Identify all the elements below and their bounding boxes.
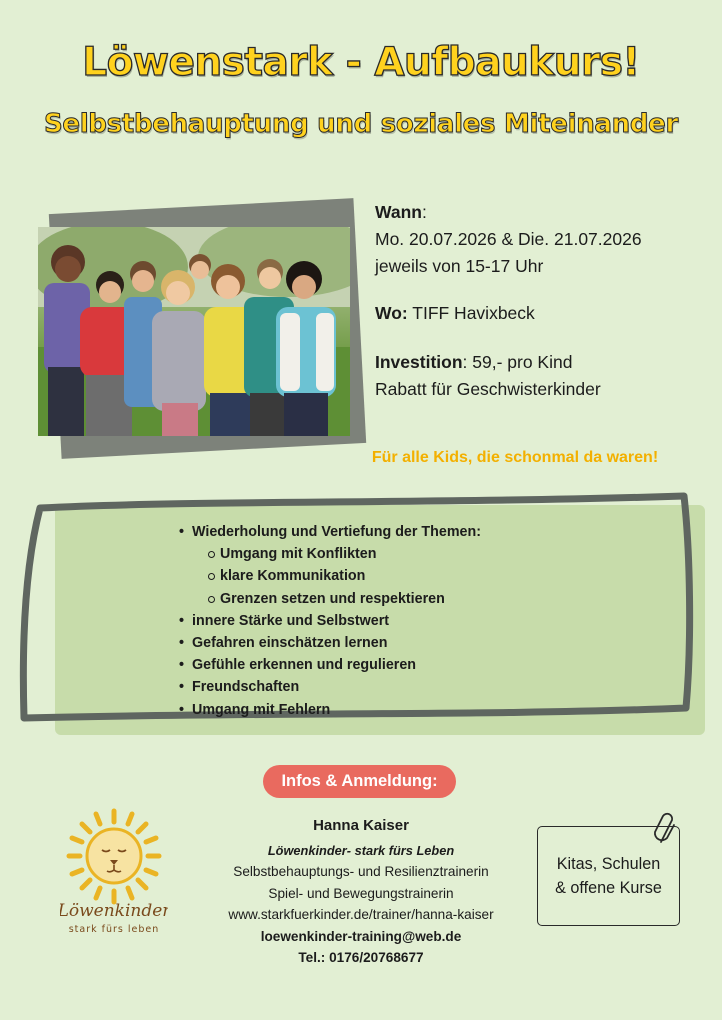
logo-slogan: stark fürs leben xyxy=(68,924,160,935)
children-photo-icon xyxy=(38,227,350,436)
where-value: TIFF Havixbeck xyxy=(407,303,535,323)
when-colon: : xyxy=(421,202,427,222)
page-title: Löwenstark - Aufbaukurs! xyxy=(82,40,640,85)
topics-list xyxy=(178,521,658,721)
loewenkinder-logo xyxy=(60,808,168,938)
topic-item: • innere Stärke und Selbstwert xyxy=(178,610,658,632)
lion-sun-logo-icon xyxy=(60,808,168,938)
website-link[interactable]: www.starkfuerkinder.de/trainer/hanna-kaiser xyxy=(228,907,494,922)
event-dates: Mo. 20.07.2026 & Die. 21.07.2026 xyxy=(375,229,642,249)
phone-number: Tel.: 0176/20768677 xyxy=(298,950,424,965)
paperclip-icon xyxy=(652,812,680,848)
topic-item: • Gefahren einschätzen lernen xyxy=(178,632,658,654)
logo-name: Löwenkinder xyxy=(60,901,168,921)
trainer-name: Hanna Kaiser xyxy=(313,817,409,834)
topic-item: • Freundschaften xyxy=(178,676,658,698)
children-photo xyxy=(38,227,350,436)
event-times: jeweils von 15-17 Uhr xyxy=(375,256,544,276)
price-value: : 59,- pro Kind xyxy=(462,352,573,372)
where-row xyxy=(375,300,715,327)
where-label: Wo: xyxy=(375,303,408,323)
subtopic-item: Grenzen setzen und respektieren xyxy=(178,588,658,610)
highlight-text: Für alle Kids, die schonmal da waren! xyxy=(371,449,659,466)
discount-text: Rabatt für Geschwisterkinder xyxy=(375,379,601,399)
page-subtitle: Selbstbehauptung und soziales Miteinander xyxy=(43,109,679,139)
offer-note-line-2: & offene Kurse xyxy=(555,879,662,897)
info-registration-button[interactable]: Infos & Anmeldung: xyxy=(263,765,456,798)
trainer-tagline: Löwenkinder- stark fürs Leben xyxy=(267,842,455,858)
trainer-role-2: Spiel- und Bewegungstrainerin xyxy=(268,885,454,901)
topic-item: • Wiederholung und Vertiefung der Themen: xyxy=(178,521,658,543)
contact-info xyxy=(196,815,526,969)
price-label: Investition xyxy=(375,352,463,372)
subtopic-item: Umgang mit Konflikten xyxy=(178,543,658,565)
when-label: Wann xyxy=(375,202,422,222)
price-row xyxy=(375,349,715,376)
subtopic-item: klare Kommunikation xyxy=(178,565,658,587)
when-row xyxy=(375,199,715,226)
event-details xyxy=(375,199,715,403)
email-link[interactable]: loewenkinder-training@web.de xyxy=(260,928,462,944)
topic-item: • Umgang mit Fehlern xyxy=(178,699,658,721)
trainer-role-1: Selbstbehauptungs- und Resilienztrainerin xyxy=(233,864,489,879)
offer-note-line-1: Kitas, Schulen xyxy=(556,855,661,873)
topic-item: • Gefühle erkennen und regulieren xyxy=(178,654,658,676)
